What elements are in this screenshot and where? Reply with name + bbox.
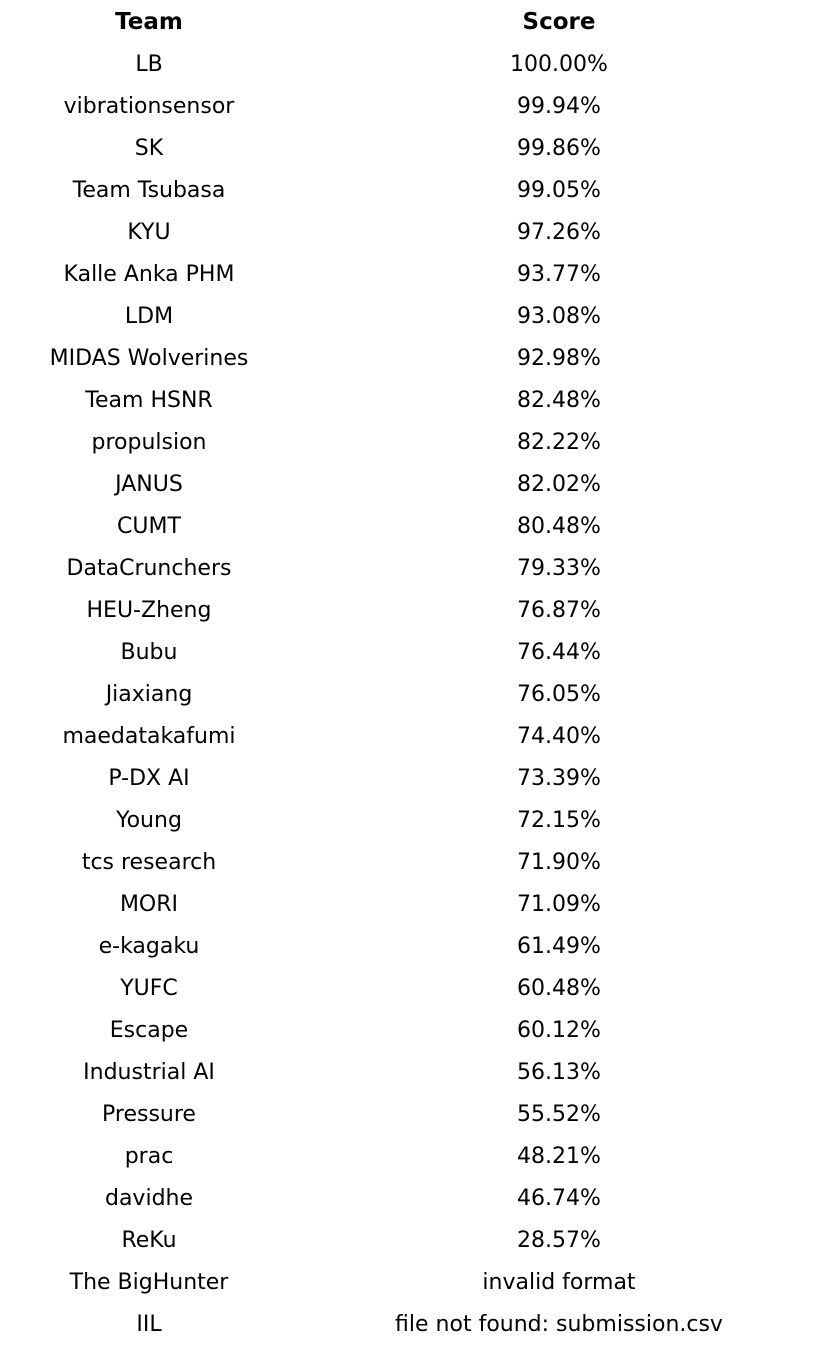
score-cell: 93.08%	[517, 304, 601, 329]
team-column-header: Team	[115, 9, 183, 35]
score-cell: 72.15%	[517, 808, 601, 833]
header-row	[0, 0, 820, 44]
team-name-cell: JANUS	[115, 472, 183, 497]
team-name-cell: propulsion	[91, 430, 207, 455]
table-row	[0, 800, 820, 842]
table-row	[0, 170, 820, 212]
team-name-cell: prac	[124, 1144, 174, 1169]
score-cell: 99.86%	[517, 136, 601, 161]
team-name-cell: MIDAS Wolverines	[49, 346, 249, 371]
table-row	[0, 884, 820, 926]
table-row	[0, 1178, 820, 1220]
score-cell: 79.33%	[517, 556, 601, 581]
table-row	[0, 1094, 820, 1136]
score-cell: 93.77%	[517, 262, 601, 287]
table-row	[0, 758, 820, 800]
table-header	[0, 0, 820, 44]
table-row	[0, 548, 820, 590]
team-name-cell: Pressure	[102, 1102, 196, 1127]
score-cell: 60.48%	[517, 976, 601, 1001]
table-row	[0, 464, 820, 506]
table-row	[0, 1262, 820, 1304]
table-row	[0, 296, 820, 338]
team-name-cell: Industrial AI	[83, 1060, 215, 1085]
score-cell: 71.09%	[517, 892, 601, 917]
table-row	[0, 968, 820, 1010]
score-cell: 56.13%	[517, 1060, 601, 1085]
score-cell: 76.05%	[517, 682, 601, 707]
team-name-cell: IIL	[136, 1312, 162, 1337]
team-name-cell: e-kagaku	[98, 934, 200, 959]
team-name-cell: P-DX AI	[108, 766, 190, 791]
team-name-cell: maedatakafumi	[62, 724, 236, 749]
score-cell: 100.00%	[510, 52, 608, 77]
table-body	[0, 44, 820, 1346]
score-cell: 73.39%	[517, 766, 601, 791]
table-row	[0, 926, 820, 968]
table-row	[0, 254, 820, 296]
score-cell: 76.44%	[517, 640, 601, 665]
table-row	[0, 674, 820, 716]
score-cell: 60.12%	[517, 1018, 601, 1043]
team-name-cell: YUFC	[120, 976, 178, 1001]
table-row	[0, 422, 820, 464]
table-row	[0, 212, 820, 254]
team-name-cell: davidhe	[104, 1186, 194, 1211]
score-cell: 99.94%	[517, 94, 601, 119]
table-row	[0, 86, 820, 128]
score-cell: 48.21%	[517, 1144, 601, 1169]
team-name-cell: Kalle Anka PHM	[63, 262, 235, 287]
score-cell: 55.52%	[517, 1102, 601, 1127]
team-name-cell: LDM	[124, 304, 174, 329]
team-name-cell: Team HSNR	[85, 388, 213, 413]
team-name-cell: Young	[116, 808, 182, 833]
score-cell: 82.22%	[517, 430, 601, 455]
score-cell: 80.48%	[517, 514, 601, 539]
score-cell: 82.02%	[517, 472, 601, 497]
score-cell: 74.40%	[517, 724, 601, 749]
team-name-cell: ReKu	[121, 1228, 177, 1253]
team-name-cell: LB	[135, 52, 163, 77]
table-row	[0, 44, 820, 86]
team-name-cell: SK	[134, 136, 164, 161]
score-cell: invalid format	[482, 1270, 636, 1295]
table-row	[0, 506, 820, 548]
table-row	[0, 716, 820, 758]
table-row	[0, 842, 820, 884]
team-name-cell: Escape	[109, 1018, 189, 1043]
score-cell: 99.05%	[517, 178, 601, 203]
team-name-cell: MORI	[119, 892, 179, 917]
score-cell: 76.87%	[517, 598, 601, 623]
table-row	[0, 1010, 820, 1052]
team-name-cell: CUMT	[117, 514, 181, 539]
team-name-cell: Team Tsubasa	[72, 178, 226, 203]
team-name-cell: DataCrunchers	[66, 556, 232, 581]
score-cell: 28.57%	[517, 1228, 601, 1253]
team-name-cell: Bubu	[120, 640, 178, 665]
score-cell: 92.98%	[517, 346, 601, 371]
score-column-header: Score	[522, 9, 596, 35]
team-name-cell: HEU-Zheng	[86, 598, 212, 623]
table-row	[0, 380, 820, 422]
table-row	[0, 128, 820, 170]
table-row	[0, 1136, 820, 1178]
table-row	[0, 1304, 820, 1346]
score-cell: 82.48%	[517, 388, 601, 413]
team-name-cell: tcs research	[81, 850, 217, 875]
table-row	[0, 590, 820, 632]
score-cell: 97.26%	[517, 220, 601, 245]
score-cell: 46.74%	[517, 1186, 601, 1211]
score-cell: file not found: submission.csv	[395, 1312, 723, 1337]
table-row	[0, 1220, 820, 1262]
team-name-cell: vibrationsensor	[63, 94, 235, 119]
table-row	[0, 338, 820, 380]
table-row	[0, 1052, 820, 1094]
team-name-cell: The BigHunter	[69, 1270, 229, 1295]
team-name-cell: KYU	[127, 220, 171, 245]
score-cell: 61.49%	[517, 934, 601, 959]
table-row	[0, 632, 820, 674]
score-cell: 71.90%	[517, 850, 601, 875]
team-name-cell: Jiaxiang	[105, 682, 193, 707]
